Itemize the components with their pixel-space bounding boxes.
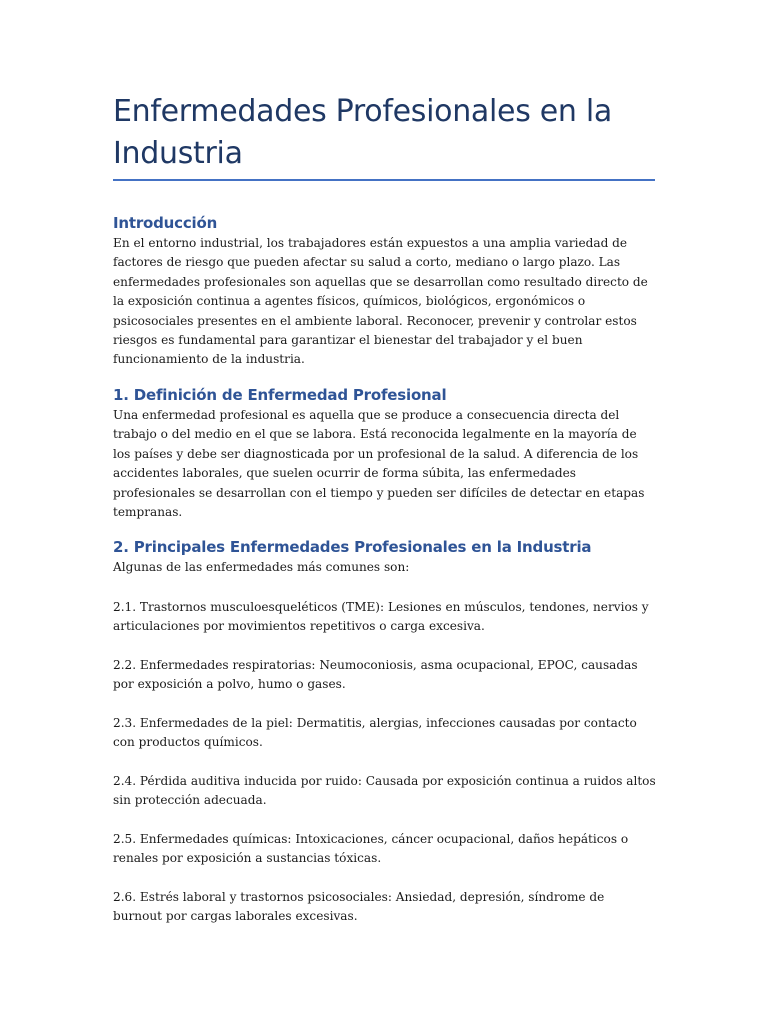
document-title: Enfermedades Profesionales en la Industria — [113, 94, 612, 171]
list-item: 2.2. Enfermedades respiratorias: Neumoconiosis, asma ocupacional, EPOC, causadas por exposición a polvo, humo o gases. — [113, 658, 638, 692]
title-underline — [113, 179, 655, 181]
section-principales — [113, 536, 657, 577]
section-introduccion — [113, 212, 657, 370]
section-heading: 1. Definición de Enfermedad Profesional — [113, 386, 447, 404]
section-paragraph: Una enfermedad profesional es aquella que se produce a consecuencia directa del trabajo o del medio en el que se labora. Está reconocida legalmente en la mayoría de los países y debe ser diagnosticada por un profesional de la salud. A diferencia de los accidentes laborales, que suelen ocurrir de forma súbita, las enfermedades profesionales se desarrollan con el tiempo y pueden ser difíciles de detectar en etapas tempranas. — [113, 408, 645, 520]
section-paragraph: Algunas de las enfermedades más comunes son: — [113, 560, 410, 574]
list-item: 2.5. Enfermedades químicas: Intoxicaciones, cáncer ocupacional, daños hepáticos o renales por exposición a sustancias tóxicas. — [113, 832, 629, 866]
list-item: 2.6. Estrés laboral y trastornos psicosociales: Ansiedad, depresión, síndrome de burnout por cargas laborales excesivas. — [113, 890, 605, 924]
section-definicion — [113, 384, 657, 522]
list-item: 2.4. Pérdida auditiva inducida por ruido: Causada por exposición continua a ruidos altos sin protección adecuada. — [113, 774, 656, 808]
disease-list — [113, 598, 657, 946]
list-item: 2.1. Trastornos musculoesqueléticos (TME): Lesiones en músculos, tendones, nervios y articulaciones por movimientos repetitivos o carga excesiva. — [113, 600, 649, 634]
list-item: 2.3. Enfermedades de la piel: Dermatitis, alergias, infecciones causadas por contacto con productos químicos. — [113, 716, 637, 750]
section-heading: Introducción — [113, 214, 218, 232]
section-heading: 2. Principales Enfermedades Profesionales en la Industria — [113, 538, 592, 556]
section-paragraph: En el entorno industrial, los trabajadores están expuestos a una amplia variedad de factores de riesgo que pueden afectar su salud a corto, mediano o largo plazo. Las enfermedades profesionales son aquellas que se desarrollan como resultado directo de la exposición continua a agentes físicos, químicos, biológicos, ergonómicos o psicosociales presentes en el ambiente laboral. Reconocer, prevenir y controlar estos riesgos es fundamental para garantizar el bienestar del trabajador y el buen funcionamiento de la industria. — [113, 236, 648, 367]
